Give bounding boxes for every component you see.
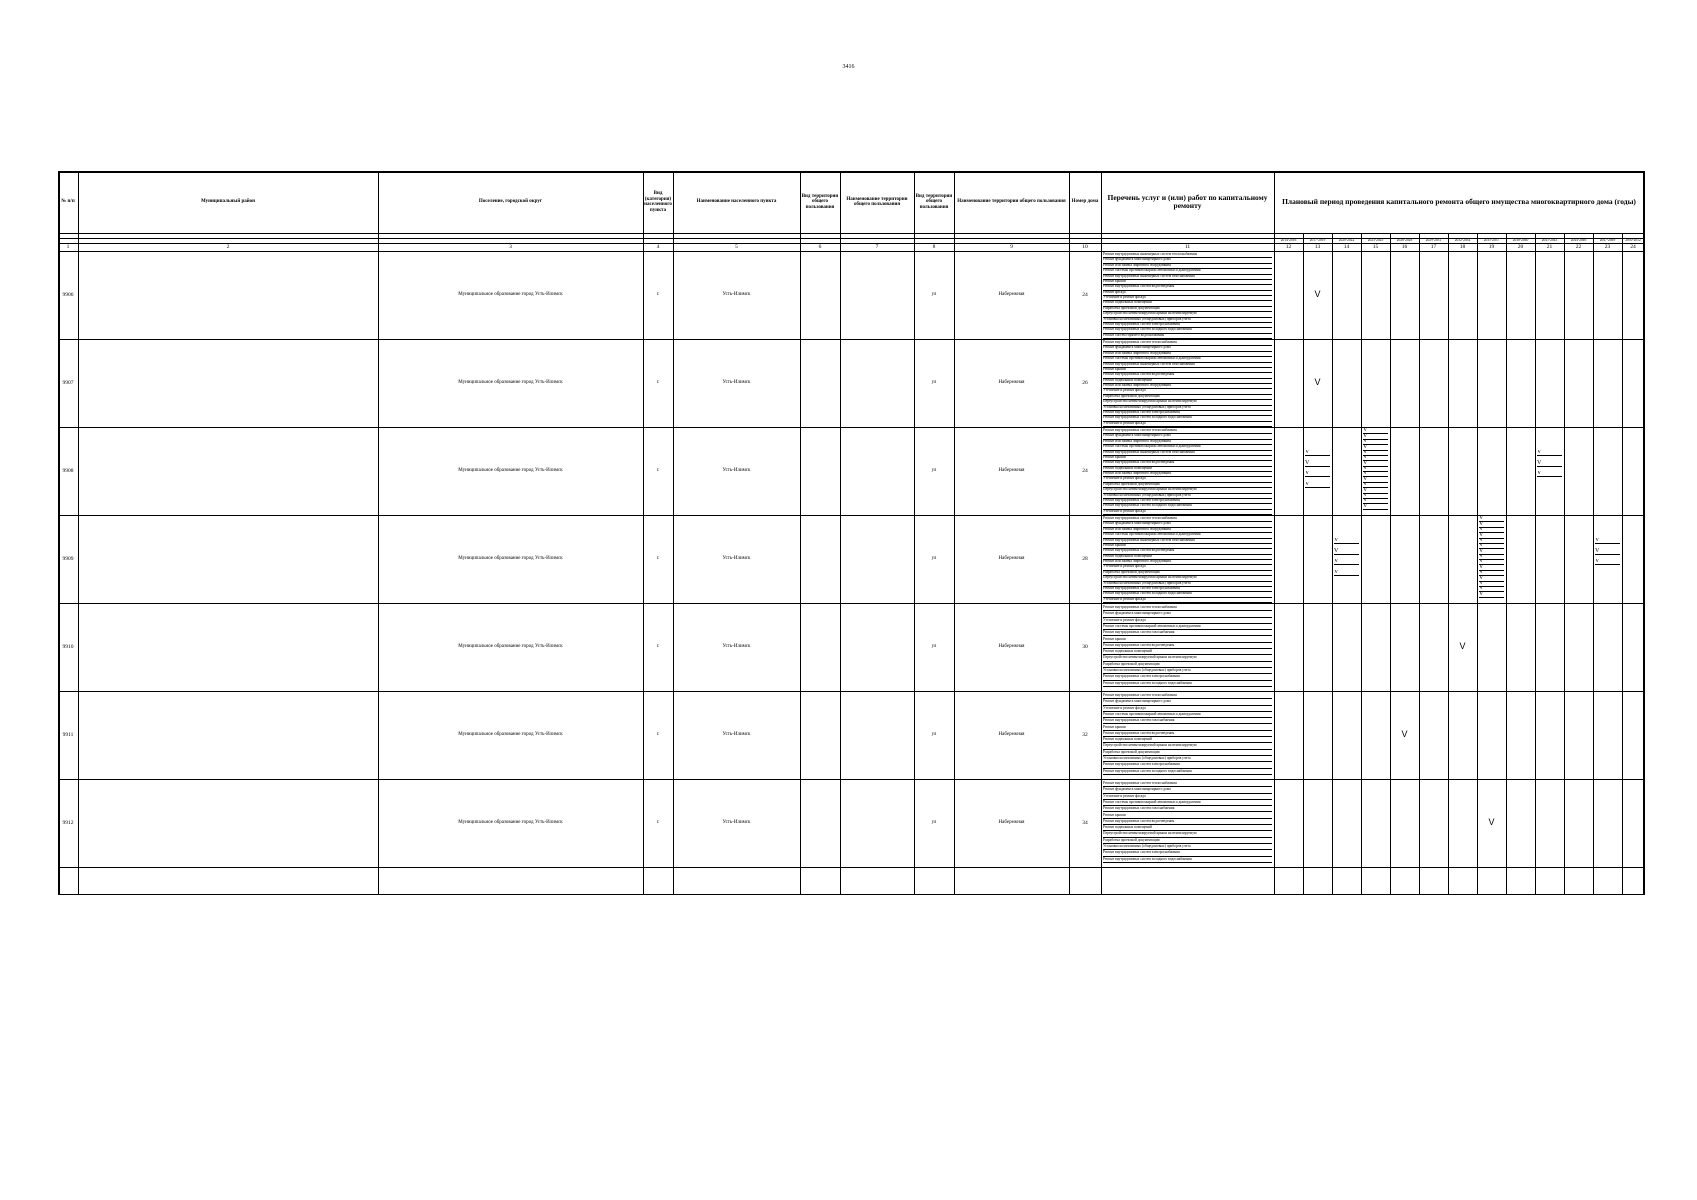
row-line bbox=[58, 427, 1644, 428]
work-item: Ремонт внутридомовых систем электроснабжения bbox=[1103, 498, 1272, 504]
work-item: Переустройство невентилируемой крыши на вентилируемую bbox=[1103, 487, 1272, 493]
work-item: Переустройство невентилируемой крыши на вентилируемую bbox=[1103, 399, 1272, 405]
check-mark: V bbox=[1363, 476, 1388, 482]
work-item: Ремонт систем горячего водоснабжения bbox=[1103, 333, 1272, 339]
column-number: 13 bbox=[1314, 243, 1321, 250]
work-item: Ремонт системы противопожарной автоматики и дымоудаления bbox=[1103, 532, 1272, 538]
work-item: Ремонт внутридомовых инженерных систем газоснабжения bbox=[1103, 274, 1272, 280]
year-label: 2038-2040 bbox=[1512, 238, 1529, 242]
header-bottom-line bbox=[58, 233, 1644, 234]
check-mark: V bbox=[1363, 487, 1388, 493]
house-number: 34 bbox=[1082, 819, 1088, 826]
work-item: Ремонт фундамента многоквартирного дома bbox=[1103, 698, 1272, 705]
locality-type: г. bbox=[656, 292, 660, 298]
street-type: ул bbox=[931, 556, 937, 562]
work-item bbox=[1103, 868, 1272, 895]
work-item: Утепление и ремонт фасада bbox=[1103, 617, 1272, 624]
work-item: Ремонт внутридомовых систем газоснабжения bbox=[1103, 629, 1272, 636]
column-number: 9 bbox=[1010, 243, 1013, 250]
year-label: 2035-2037 bbox=[1483, 238, 1500, 242]
work-item: Ремонт фундамента многоквартирного дома bbox=[1103, 433, 1272, 439]
work-item: Ремонт подвальных помещений bbox=[1103, 554, 1272, 560]
check-mark: V bbox=[1479, 575, 1504, 581]
work-item: Ремонт подвальных помещений bbox=[1103, 378, 1272, 384]
work-item: Ремонт или замена лифтового оборудования bbox=[1103, 263, 1272, 269]
work-item: Ремонт внутридомовых систем электроснабжения bbox=[1103, 410, 1272, 416]
work-item: Ремонт внутридомовых систем теплоснабжения bbox=[1103, 780, 1272, 787]
work-item: Ремонт или замена лифтового оборудования bbox=[1103, 527, 1272, 533]
work-item: Разработка проектной документации bbox=[1103, 837, 1272, 844]
grid-vline bbox=[78, 171, 79, 895]
row-number: 9908 bbox=[62, 467, 74, 474]
work-item: Утепление и ремонт фасада bbox=[1103, 564, 1272, 570]
year-label: 2047-2049 bbox=[1599, 238, 1616, 242]
check-mark: V bbox=[1363, 428, 1388, 434]
capital-repair-table bbox=[58, 171, 1644, 895]
check-mark: V bbox=[1314, 377, 1321, 388]
work-item: Установка коллективных (общедомовых) приборов учета bbox=[1103, 667, 1272, 674]
column-number: 18 bbox=[1459, 243, 1466, 250]
work-item: Ремонт или замена лифтового оборудования bbox=[1103, 439, 1272, 445]
work-item: Ремонт подвальных помещений bbox=[1103, 466, 1272, 472]
grid-vline bbox=[1643, 171, 1645, 895]
work-item: Ремонт подвальных помещений bbox=[1103, 736, 1272, 743]
work-item: Ремонт фасада bbox=[1103, 290, 1272, 296]
work-item: Ремонт внутридомовых систем водоотведения bbox=[1103, 730, 1272, 737]
row-line bbox=[58, 603, 1644, 604]
work-item: Ремонт крыши bbox=[1103, 367, 1272, 373]
header-sub-line bbox=[58, 238, 1274, 239]
check-mark: V bbox=[1479, 527, 1504, 533]
check-mark: V bbox=[1363, 439, 1388, 445]
check-mark: V bbox=[1363, 433, 1388, 439]
work-item: Утепление и ремонт фасада bbox=[1103, 388, 1272, 394]
work-item: Ремонт внутридомовых систем теплоснабжения bbox=[1103, 604, 1272, 611]
street-type: ул bbox=[931, 644, 937, 650]
column-number: 10 bbox=[1082, 243, 1088, 250]
check-mark: V bbox=[1479, 554, 1504, 560]
house-number: 24 bbox=[1082, 291, 1088, 298]
column-number: 21 bbox=[1546, 243, 1553, 250]
grid-vline bbox=[1448, 171, 1449, 895]
work-item: Ремонт внутридомовых систем холодного водоснабжения bbox=[1103, 327, 1272, 333]
work-item: Ремонт фундамента многоквартирного дома bbox=[1103, 521, 1272, 527]
work-item: Ремонт внутридомовых систем теплоснабжения bbox=[1103, 692, 1272, 699]
locality-name: Усть-Илимск bbox=[722, 820, 751, 826]
work-item: Разработка проектной документации bbox=[1103, 482, 1272, 488]
work-item: Ремонт системы противопожарной автоматики и дымоудаления bbox=[1103, 356, 1272, 362]
work-item: Ремонт внутридомовых систем электроснабжения bbox=[1103, 586, 1272, 592]
grid-vline bbox=[1506, 171, 1507, 895]
column-number: 15 bbox=[1372, 243, 1379, 250]
check-mark: V bbox=[1537, 471, 1562, 477]
year-label: 2041-2043 bbox=[1541, 238, 1558, 242]
grid-vline bbox=[1332, 171, 1333, 895]
header-territory-type: Вид территории общего пользования bbox=[801, 193, 839, 210]
page-number: 3416 bbox=[842, 64, 855, 70]
check-mark: V bbox=[1479, 564, 1504, 570]
settlement-name: Муниципальное образование город Усть-Илимск bbox=[458, 292, 563, 298]
work-item: Утепление и ремонт фасада bbox=[1103, 421, 1272, 427]
settlement-name: Муниципальное образование город Усть-Илимск bbox=[458, 820, 563, 826]
work-item: Утепление и ремонт фасада bbox=[1103, 597, 1272, 603]
year-label: 2020-2022 bbox=[1338, 238, 1355, 242]
check-mark: V bbox=[1459, 641, 1466, 652]
work-item: Ремонт подвальных помещений bbox=[1103, 300, 1272, 306]
locality-name: Усть-Илимск bbox=[722, 644, 751, 650]
work-item: Разработка проектной документации bbox=[1103, 394, 1272, 400]
header-street-type: Вид территории общего пользования bbox=[915, 193, 953, 210]
check-mark: V bbox=[1363, 455, 1388, 461]
work-item: Ремонт системы противопожарной автоматики и дымоудаления bbox=[1103, 711, 1272, 718]
work-item: Установка коллективных (общедомовых) приборов учета bbox=[1103, 317, 1272, 323]
check-mark: V bbox=[1479, 591, 1504, 597]
check-mark: V bbox=[1363, 503, 1388, 509]
check-mark: V bbox=[1595, 538, 1620, 544]
work-item: Установка коллективных (общедомовых) приборов учета bbox=[1103, 755, 1272, 762]
check-mark: V bbox=[1479, 538, 1504, 544]
check-mark: V bbox=[1363, 471, 1388, 477]
header-period: Плановый период проведения капитального ремонта общего имущества многоквартирного дома (годы) bbox=[1282, 196, 1636, 206]
work-item: Переустройство невентилируемой крыши на вентилируемую bbox=[1103, 575, 1272, 581]
street-name: Набережная bbox=[998, 556, 1025, 562]
check-mark: V bbox=[1479, 586, 1504, 592]
street-type: ул bbox=[931, 292, 937, 298]
work-item: Ремонт или замена лифтового оборудования bbox=[1103, 559, 1272, 565]
work-item: Ремонт крыши bbox=[1103, 279, 1272, 285]
work-item: Ремонт внутридомовых систем теплоснабжения bbox=[1103, 428, 1272, 434]
work-item: Переустройство невентилируемой крыши на вентилируемую bbox=[1103, 311, 1272, 317]
check-mark: V bbox=[1479, 548, 1504, 554]
work-item: Установка коллективных (общедомовых) приборов учета bbox=[1103, 405, 1272, 411]
column-number: 19 bbox=[1488, 243, 1495, 250]
column-number: 7 bbox=[875, 243, 879, 250]
work-item: Ремонт фундамента многоквартирного дома bbox=[1103, 345, 1272, 351]
house-number: 32 bbox=[1082, 731, 1088, 738]
work-item: Ремонт внутридомовых систем холодного водоснабжения bbox=[1103, 415, 1272, 421]
locality-name: Усть-Илимск bbox=[722, 380, 751, 386]
grid-vline bbox=[1390, 171, 1391, 895]
street-type: ул bbox=[931, 820, 937, 826]
column-number: 14 bbox=[1343, 243, 1350, 250]
column-number: 11 bbox=[1184, 243, 1191, 250]
check-mark: V bbox=[1363, 460, 1388, 466]
locality-type: г. bbox=[656, 732, 660, 738]
work-item: Утепление и ремонт фасада bbox=[1103, 793, 1272, 800]
table-border-bottom bbox=[58, 894, 1644, 895]
locality-type: г. bbox=[656, 380, 660, 386]
work-item: Ремонт внутридомовых систем холодного водоснабжения bbox=[1103, 856, 1272, 863]
locality-type: г. bbox=[656, 468, 660, 474]
work-item: Ремонт внутридомовых систем водоотведения bbox=[1103, 548, 1272, 554]
check-mark: V bbox=[1334, 538, 1359, 544]
check-mark: V bbox=[1363, 444, 1388, 450]
work-item: Ремонт внутридомовых систем холодного водоснабжения bbox=[1103, 768, 1272, 775]
row-number: 9906 bbox=[62, 291, 74, 298]
locality-type: г. bbox=[656, 556, 660, 562]
row-line bbox=[58, 515, 1644, 516]
street-name: Набережная bbox=[998, 468, 1025, 474]
work-item: Утепление и ремонт фасада bbox=[1103, 476, 1272, 482]
work-item: Ремонт внутридомовых инженерных систем газоснабжения bbox=[1103, 538, 1272, 544]
check-mark: V bbox=[1305, 460, 1330, 466]
row-line bbox=[58, 779, 1644, 780]
work-item: Ремонт внутридомовых систем газоснабжения bbox=[1103, 805, 1272, 812]
work-item: Ремонт или замена лифтового оборудования bbox=[1103, 383, 1272, 389]
check-mark: V bbox=[1595, 559, 1620, 565]
header-locality-name: Наименование населенного пункта bbox=[696, 199, 777, 205]
grid-vline bbox=[1361, 171, 1362, 895]
check-mark: V bbox=[1334, 559, 1359, 565]
grid-vline bbox=[840, 171, 841, 895]
year-label: 2017-2019 bbox=[1309, 238, 1326, 242]
settlement-name: Муниципальное образование город Усть-Илимск bbox=[458, 732, 563, 738]
work-item: Разработка проектной документации bbox=[1103, 570, 1272, 576]
work-item: Переустройство невентилируемой крыши на вентилируемую bbox=[1103, 830, 1272, 837]
work-item: Ремонт внутридомовых систем газоснабжения bbox=[1103, 717, 1272, 724]
column-number: 8 bbox=[932, 243, 936, 250]
work-item: Ремонт внутридомовых систем электроснабжения bbox=[1103, 849, 1272, 856]
work-item: Ремонт крыши bbox=[1103, 812, 1272, 819]
settlement-name: Муниципальное образование город Усть-Илимск bbox=[458, 468, 563, 474]
row-number: 9909 bbox=[62, 555, 74, 562]
check-mark: V bbox=[1479, 543, 1504, 549]
column-number: 3 bbox=[509, 243, 512, 250]
work-item: Ремонт внутридомовых инженерных систем теплоснабжения bbox=[1103, 252, 1272, 258]
grid-vline bbox=[1564, 171, 1565, 895]
column-number: 4 bbox=[656, 243, 660, 250]
check-mark: V bbox=[1363, 466, 1388, 472]
settlement-name: Муниципальное образование город Усть-Илимск bbox=[458, 556, 563, 562]
work-item: Установка коллективных (общедомовых) приборов учета bbox=[1103, 493, 1272, 499]
grid-vline bbox=[1622, 171, 1623, 895]
check-mark: V bbox=[1479, 559, 1504, 565]
column-number: 22 bbox=[1575, 243, 1582, 250]
work-item: Утепление и ремонт фасада bbox=[1103, 705, 1272, 712]
work-item: Ремонт системы противопожарной автоматики и дымоудаления bbox=[1103, 799, 1272, 806]
check-mark: V bbox=[1314, 289, 1321, 300]
column-number: 1 bbox=[66, 243, 70, 250]
header-territory-name: Наименование территории общего пользования bbox=[846, 196, 908, 207]
year-label: 2023-2025 bbox=[1367, 238, 1384, 242]
locality-name: Усть-Илимск bbox=[722, 292, 751, 298]
check-mark: V bbox=[1479, 570, 1504, 576]
street-name: Набережная bbox=[998, 732, 1025, 738]
header-n: № п/п bbox=[61, 199, 75, 205]
work-item: Ремонт системы противопожарной автоматики и дымоудаления bbox=[1103, 268, 1272, 274]
check-mark: V bbox=[1595, 548, 1620, 554]
street-type: ул bbox=[931, 732, 937, 738]
column-number: 12 bbox=[1285, 243, 1292, 250]
settlement-name: Муниципальное образование город Усть-Илимск bbox=[458, 644, 563, 650]
check-mark: V bbox=[1479, 516, 1504, 522]
year-label: 2026-2028 bbox=[1396, 238, 1413, 242]
work-item: Ремонт внутридомовых систем холодного водоснабжения bbox=[1103, 680, 1272, 687]
locality-name: Усть-Илимск bbox=[722, 732, 751, 738]
work-item: Ремонт внутридомовых систем теплоснабжения bbox=[1103, 340, 1272, 346]
row-number: 9912 bbox=[62, 819, 74, 826]
check-mark: V bbox=[1479, 521, 1504, 527]
house-number: 26 bbox=[1082, 379, 1088, 386]
check-mark: V bbox=[1363, 482, 1388, 488]
work-item: Ремонт внутридомовых систем электроснабжения bbox=[1103, 761, 1272, 768]
header-services: Перечень услуг и (или) работ по капитальному ремонту bbox=[1107, 192, 1268, 210]
work-item: Ремонт системы противопожарной автоматики и дымоудаления bbox=[1103, 623, 1272, 630]
work-item: Ремонт внутридомовых систем электроснабжения bbox=[1103, 322, 1272, 328]
work-item: Ремонт внутридомовых систем холодного водоснабжения bbox=[1103, 591, 1272, 597]
work-item: Ремонт внутридомовых систем водоотведения bbox=[1103, 818, 1272, 825]
work-item: Ремонт фундамента многоквартирного дома bbox=[1103, 786, 1272, 793]
work-item: Утепление и ремонт фасада bbox=[1103, 509, 1272, 515]
house-number: 30 bbox=[1082, 643, 1088, 650]
year-label: 2032-2034 bbox=[1454, 238, 1471, 242]
street-name: Набережная bbox=[998, 380, 1025, 386]
work-item: Ремонт фундамента многоквартирного дома bbox=[1103, 610, 1272, 617]
row-number: 9910 bbox=[62, 643, 74, 650]
locality-type: г. bbox=[656, 644, 660, 650]
header-settlement: Поселение, городской округ bbox=[478, 199, 543, 205]
work-item: Установка коллективных (общедомовых) приборов учета bbox=[1103, 581, 1272, 587]
number-row-bottom bbox=[58, 251, 1644, 252]
street-name: Набережная bbox=[998, 292, 1025, 298]
locality-name: Усть-Илимск bbox=[722, 468, 751, 474]
work-item: Ремонт внутридомовых систем водоотведения bbox=[1103, 372, 1272, 378]
grid-vline bbox=[1535, 171, 1536, 895]
work-item: Разработка проектной документации bbox=[1103, 306, 1272, 312]
row-line bbox=[58, 867, 1644, 868]
check-mark: V bbox=[1305, 471, 1330, 477]
work-item: Ремонт внутридомовых систем холодного водоснабжения bbox=[1103, 503, 1272, 509]
grid-vline bbox=[800, 171, 801, 895]
house-number: 28 bbox=[1082, 555, 1088, 562]
check-mark: V bbox=[1305, 450, 1330, 456]
house-number: 24 bbox=[1082, 467, 1088, 474]
grid-vline bbox=[1593, 171, 1594, 895]
check-mark: V bbox=[1401, 729, 1408, 740]
check-mark: V bbox=[1479, 532, 1504, 538]
work-item: Ремонт внутридомовых систем теплоснабжения bbox=[1103, 516, 1272, 522]
work-item: Ремонт внутридомовых инженерных систем газоснабжения bbox=[1103, 450, 1272, 456]
work-item: Ремонт крыши bbox=[1103, 543, 1272, 549]
work-item: Ремонт подвальных помещений bbox=[1103, 648, 1272, 655]
settlement-name: Муниципальное образование город Усть-Илимск bbox=[458, 380, 563, 386]
street-type: ул bbox=[931, 468, 937, 474]
row-line bbox=[58, 339, 1644, 340]
work-item: Переустройство невентилируемой крыши на вентилируемую bbox=[1103, 742, 1272, 749]
row-number: 9907 bbox=[62, 379, 74, 386]
grid-vline bbox=[1419, 171, 1420, 895]
column-number: 5 bbox=[735, 243, 738, 250]
work-item: Ремонт фундамента многоквартирного дома bbox=[1103, 257, 1272, 263]
column-number: 6 bbox=[818, 243, 822, 250]
check-mark: V bbox=[1479, 581, 1504, 587]
work-item: Ремонт внутридомовых систем водоотведения bbox=[1103, 642, 1272, 649]
work-item: Разработка проектной документации bbox=[1103, 661, 1272, 668]
check-mark: V bbox=[1537, 460, 1562, 466]
header-district: Муниципальный район bbox=[200, 199, 255, 205]
work-item: Утепление и ремонт фасада bbox=[1103, 295, 1272, 301]
work-item: Ремонт крыши bbox=[1103, 455, 1272, 461]
column-number: 16 bbox=[1401, 243, 1408, 250]
work-item: Переустройство невентилируемой крыши на вентилируемую bbox=[1103, 654, 1272, 661]
check-mark: V bbox=[1363, 450, 1388, 456]
check-mark: V bbox=[1363, 498, 1388, 504]
check-mark: V bbox=[1363, 493, 1388, 499]
work-item: Ремонт или замена лифтового оборудования bbox=[1103, 471, 1272, 477]
work-item: Ремонт системы противопожарной автоматики и дымоудаления bbox=[1103, 444, 1272, 450]
work-item: Ремонт или замена лифтового оборудования bbox=[1103, 351, 1272, 357]
work-item: Ремонт внутридомовых систем электроснабжения bbox=[1103, 673, 1272, 680]
check-mark: V bbox=[1488, 817, 1495, 828]
row-number: 9911 bbox=[62, 731, 74, 738]
check-mark: V bbox=[1334, 548, 1359, 554]
column-number: 17 bbox=[1430, 243, 1437, 250]
work-item: Ремонт внутридомовых систем водоотведения bbox=[1103, 460, 1272, 466]
check-mark: V bbox=[1537, 450, 1562, 456]
work-item: Ремонт крыши bbox=[1103, 724, 1272, 731]
header-house-no: Номер дома bbox=[1071, 199, 1099, 205]
column-number: 20 bbox=[1517, 243, 1524, 250]
check-mark: V bbox=[1305, 482, 1330, 488]
work-item: Разработка проектной документации bbox=[1103, 749, 1272, 756]
street-type: ул bbox=[931, 380, 937, 386]
work-item: Ремонт внутридомовых инженерных систем газоснабжения bbox=[1103, 362, 1272, 368]
street-name: Набережная bbox=[998, 820, 1025, 826]
locality-type: г. bbox=[656, 820, 660, 826]
column-number: 23 bbox=[1604, 243, 1611, 250]
header-street-name: Наименование территории общего пользования bbox=[957, 199, 1066, 205]
grid-vline bbox=[1274, 171, 1275, 895]
work-item: Ремонт крыши bbox=[1103, 636, 1272, 643]
header-locality-type: Вид (категория) населенного пункта bbox=[644, 191, 672, 213]
work-item: Ремонт подвальных помещений bbox=[1103, 824, 1272, 831]
column-number: 2 bbox=[226, 243, 230, 250]
locality-name: Усть-Илимск bbox=[722, 556, 751, 562]
year-label: 2029-2031 bbox=[1425, 238, 1442, 242]
check-mark: V bbox=[1334, 570, 1359, 576]
work-item: Ремонт внутридомовых систем водоотведения bbox=[1103, 284, 1272, 290]
street-name: Набережная bbox=[998, 644, 1025, 650]
year-label: 2050-2052 bbox=[1625, 238, 1641, 242]
grid-vline bbox=[1101, 171, 1102, 895]
year-label: 2014-2016 bbox=[1280, 238, 1297, 242]
year-label: 2044-2046 bbox=[1570, 238, 1587, 242]
work-item: Установка коллективных (общедомовых) приборов учета bbox=[1103, 843, 1272, 850]
column-number: 24 bbox=[1630, 243, 1636, 250]
